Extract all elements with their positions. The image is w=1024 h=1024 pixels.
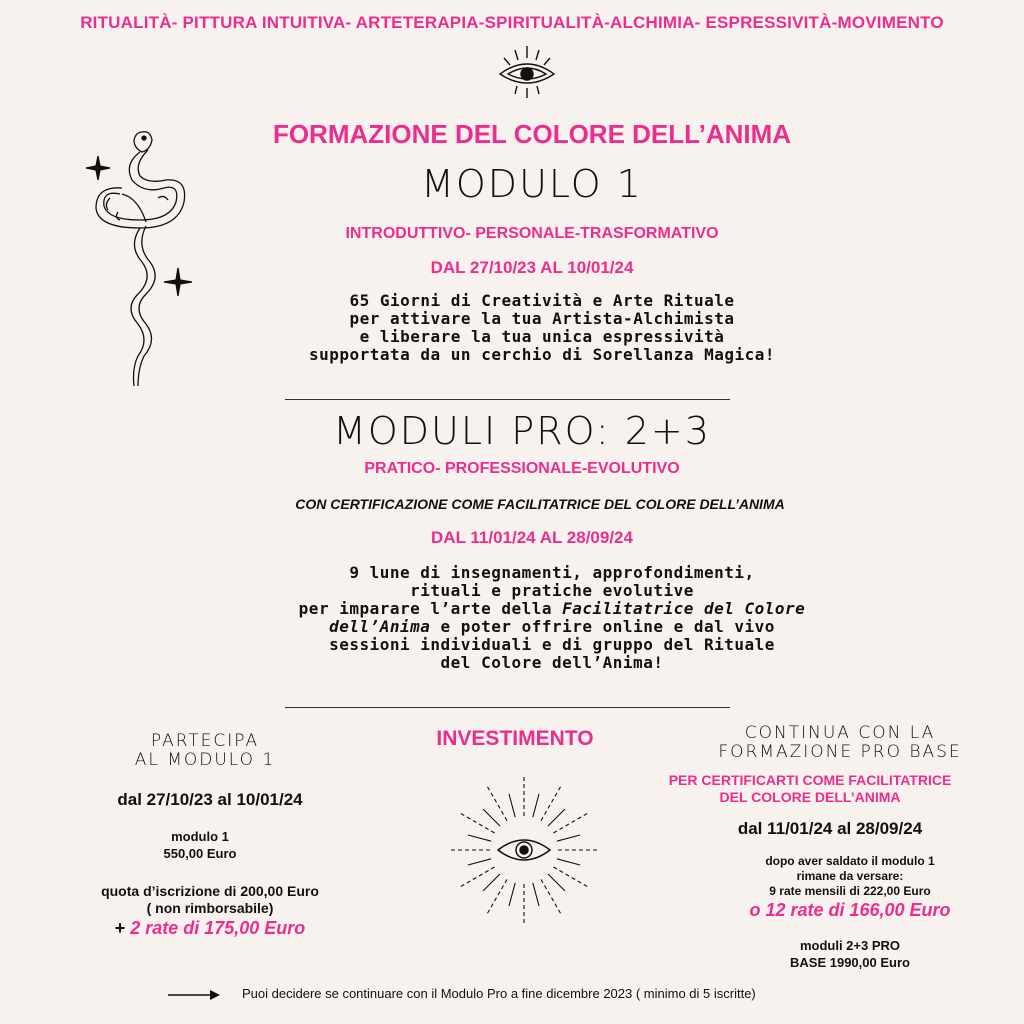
course-title: FORMAZIONE DEL COLORE DELL’ANIMA — [272, 119, 792, 149]
left-heading-line: AL MODULO 1 — [134, 750, 276, 770]
sun-ray — [548, 874, 565, 891]
right-subtitle-line: DEL COLORE DELL’ANIMA — [719, 789, 901, 805]
desc-emphasis: dell’Anima — [329, 617, 431, 636]
module-pro-desc-line: 9 lune di insegnamenti, approfondimenti, — [349, 563, 755, 582]
left-module-label: modulo 1 — [171, 829, 229, 844]
top-tagline: RITUALITÀ- PITTURA INTUITIVA- ARTETERAPIA-SPIRITUALITÀ-ALCHIMIA- ESPRESSIVITÀ-MOVIMENTO — [80, 13, 944, 32]
sun-ray — [483, 809, 500, 826]
eye-icon — [496, 44, 558, 100]
right-note-line: 9 rate mensili di 222,00 Euro — [769, 884, 931, 898]
module-pro-subtitle: PRATICO- PROFESSIONALE-EVOLUTIVO — [364, 460, 680, 477]
module-1-desc-line: supportata da un cerchio di Sorellanza Magica! — [308, 345, 776, 364]
snake-icon — [88, 128, 198, 390]
module-pro-desc-line — [190, 618, 914, 636]
sun-ray — [509, 794, 515, 817]
module-1-desc-line: e liberare la tua unica espressività — [359, 327, 725, 346]
module-pro-heading: MODULI PRO: 2+3 — [333, 409, 711, 453]
desc-text: e poter offrire online e dal vivo — [430, 617, 775, 636]
right-pro-line: BASE 1990,00 Euro — [790, 955, 910, 970]
module-pro-desc-line — [190, 600, 914, 618]
right-subtitle-line: PER CERTIFICARTI COME FACILITATRICE — [668, 772, 952, 788]
desc-text: per imparare l’arte della — [298, 599, 563, 618]
left-price — [120, 828, 280, 862]
quota-non-refundable: ( non rimborsabile) — [146, 900, 274, 916]
right-note-line: rimane da versare: — [796, 869, 904, 883]
module-pro-description — [190, 564, 914, 672]
right-installments: o 12 rate di 166,00 Euro — [749, 900, 951, 920]
module-1-dates: DAL 27/10/23 AL 10/01/24 — [430, 258, 634, 277]
right-subtitle — [630, 772, 990, 806]
sun-ray — [483, 874, 500, 891]
left-price-value: 550,00 Euro — [163, 846, 237, 861]
left-quota — [40, 883, 380, 917]
module-pro-desc-line: sessioni individuali e di gruppo del Rituale — [329, 635, 775, 654]
footer-note: Puoi decidere se continuare con il Modulo Pro a fine dicembre 2023 ( minimo di 5 iscritte) — [242, 986, 756, 1001]
right-note-line: dopo aver saldato il modulo 1 — [765, 854, 935, 868]
module-pro-desc-line: rituali e pratiche evolutive — [410, 581, 694, 600]
right-note — [700, 854, 1000, 899]
sun-ray — [557, 859, 580, 865]
right-heading-line: FORMAZIONE PRO BASE — [718, 742, 962, 762]
sun-ray — [468, 859, 491, 865]
sun-ray — [533, 883, 539, 906]
sun-ray — [548, 809, 565, 826]
left-heading-line: PARTECIPA — [150, 731, 260, 751]
right-heading-line: CONTINUA CON LA — [744, 723, 936, 743]
module-1-description — [210, 292, 874, 364]
module-pro-desc-line: del Colore dell’Anima! — [440, 653, 664, 672]
installments-text: 2 rate di 175,00 Euro — [130, 918, 306, 938]
module-1-desc-line: per attivare la tua Artista-Alchimista — [349, 309, 735, 328]
right-dates: dal 11/01/24 al 28/09/24 — [737, 819, 923, 838]
investment-title: INVESTIMENTO — [436, 727, 594, 750]
left-installments — [60, 918, 360, 939]
module-1-desc-line: 65 Giorni di Creatività e Arte Rituale — [349, 291, 735, 310]
quota-text: quota d’iscrizione di 200,00 Euro — [101, 883, 319, 899]
module-pro-dates: DAL 11/01/24 AL 28/09/24 — [431, 528, 633, 547]
divider — [285, 399, 730, 400]
sun-ray — [557, 835, 580, 841]
certification-note: CON CERTIFICAZIONE COME FACILITATRICE DEL COLORE DELL’ANIMA — [295, 496, 785, 512]
right-pro-price — [740, 937, 960, 971]
divider — [285, 707, 730, 708]
left-heading — [90, 732, 320, 770]
module-1-heading: MODULO 1 — [421, 162, 643, 206]
module-1-subtitle: INTRODUTTIVO- PERSONALE-TRASFORMATIVO — [345, 225, 719, 242]
plus-sign: + — [114, 918, 126, 938]
sun-ray — [509, 883, 515, 906]
desc-emphasis: Facilitatrice del Colore — [562, 599, 806, 618]
right-pro-line: moduli 2+3 PRO — [799, 938, 901, 953]
left-dates: dal 27/10/23 al 10/01/24 — [117, 790, 303, 809]
sun-ray — [468, 835, 491, 841]
sun-eye-icon — [446, 772, 602, 928]
sun-ray — [533, 794, 539, 817]
right-heading — [680, 724, 1000, 762]
arrow-right-icon — [168, 988, 220, 1002]
